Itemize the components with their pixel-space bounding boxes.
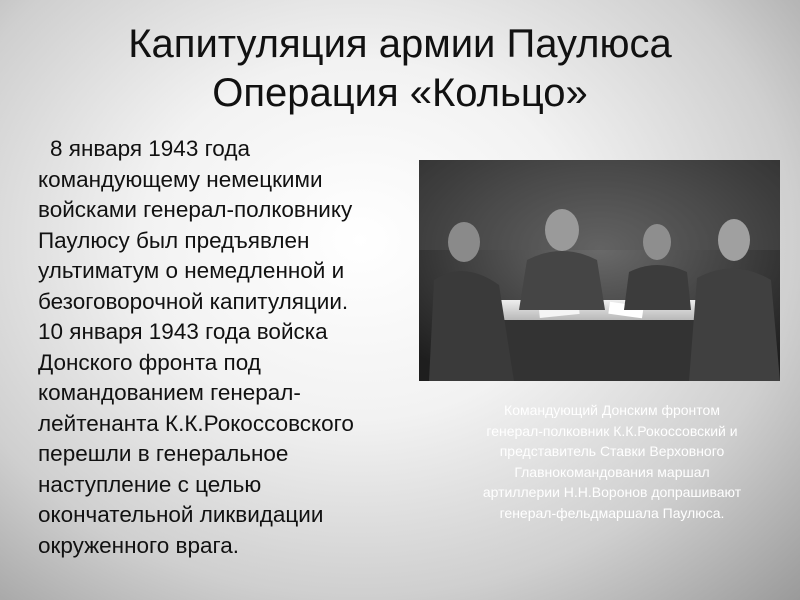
body-line: окончательной ликвидации bbox=[38, 502, 324, 527]
slide-title-line-1: Капитуляция армии Паулюса bbox=[128, 22, 672, 66]
caption-line: Командующий Донским фронтом bbox=[504, 402, 720, 418]
caption-line: генерал-фельдмаршала Паулюса. bbox=[499, 504, 725, 521]
caption-line: артиллерии Н.Н.Воронов допрашивают bbox=[482, 484, 742, 500]
slide-title bbox=[40, 20, 760, 118]
body-line: командующему немецкими bbox=[38, 166, 323, 192]
body-text bbox=[38, 134, 418, 561]
caption-line: Главнокомандования маршал bbox=[514, 463, 710, 480]
body-line: Паулюсу был предъявлен bbox=[38, 227, 310, 253]
body-line: окруженного врага. bbox=[38, 532, 239, 558]
body-line: безоговорочной капитуляции. bbox=[38, 288, 349, 314]
body-line: 8 января 1943 года bbox=[50, 136, 250, 161]
slide-title-line-2: Операция «Кольцо» bbox=[212, 71, 588, 115]
body-line: лейтенанта К.К.Рокоссовского bbox=[38, 410, 354, 436]
body-line: войсками генерал-полковнику bbox=[38, 197, 353, 222]
body-line: наступление с целью bbox=[38, 471, 262, 497]
photo-caption bbox=[446, 400, 778, 523]
body-line: командованием генерал- bbox=[38, 380, 301, 405]
historical-photo bbox=[419, 160, 780, 381]
caption-line: представитель Ставки Верховного bbox=[499, 443, 725, 459]
body-line: перешли в генеральное bbox=[38, 441, 289, 466]
body-line: ультиматум о немедленной и bbox=[38, 258, 345, 283]
caption-line: генерал-полковник К.К.Рокоссовский и bbox=[486, 422, 738, 439]
body-line: Донского фронта под bbox=[38, 349, 261, 375]
body-line: 10 января 1943 года войска bbox=[38, 319, 328, 344]
